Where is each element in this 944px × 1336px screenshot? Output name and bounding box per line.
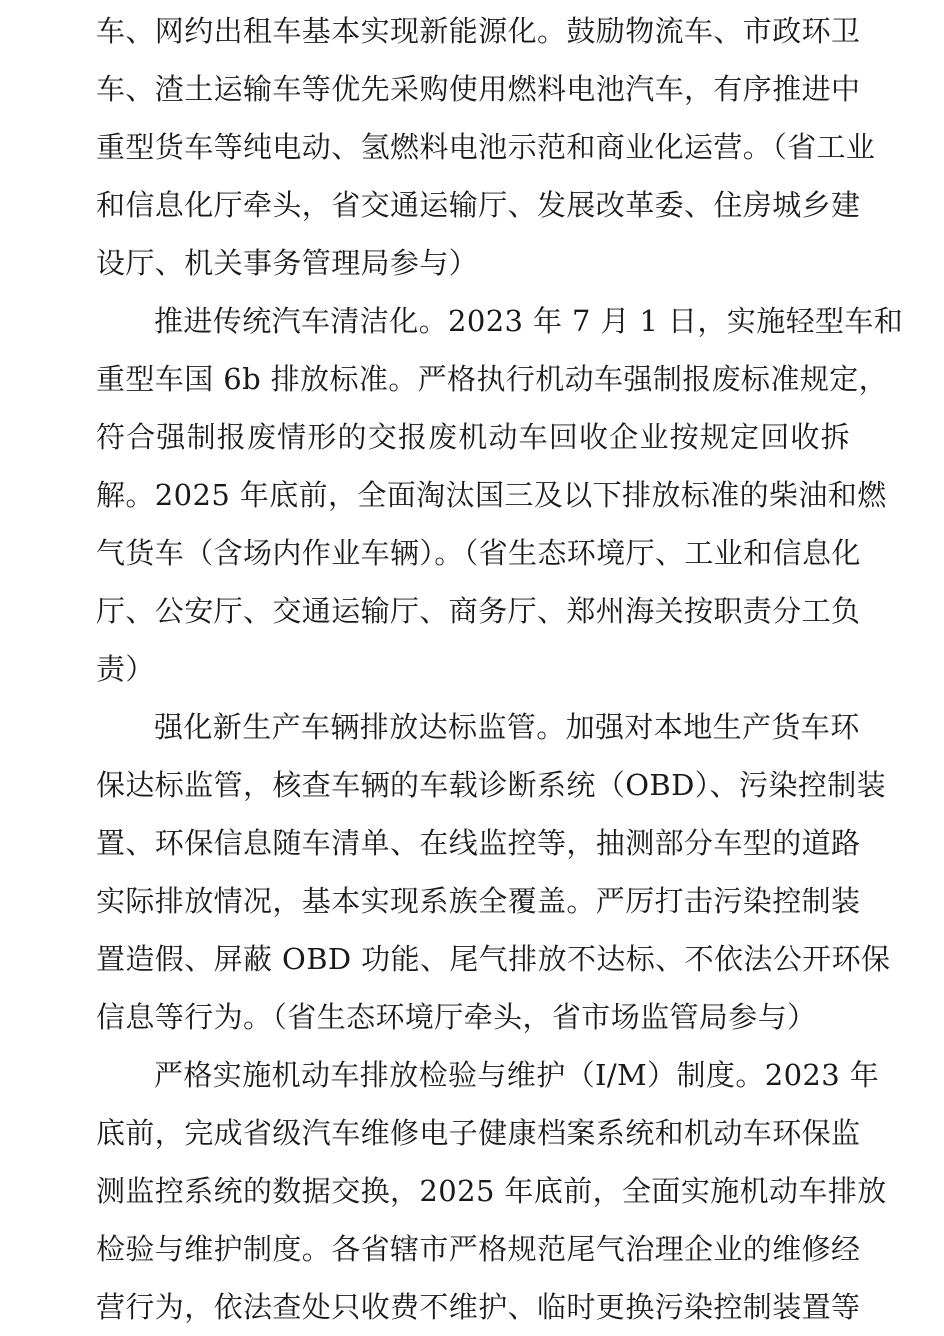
paragraph-first-line: 严格实施机动车排放检验与维护（I/M）制度。2023 年 xyxy=(154,1058,880,1092)
text-line-last: 责） xyxy=(96,652,155,686)
text-line: 置造假、屏蔽 OBD 功能、尾气排放不达标、不依法公开环保 xyxy=(96,942,891,976)
text-line: 解。2025 年底前，全面淘汰国三及以下排放标准的柴油和燃 xyxy=(96,478,887,512)
text-line: 符合强制报废情形的交报废机动车回收企业按规定回收拆 xyxy=(96,420,850,454)
text-line: 重型货车等纯电动、氢燃料电池示范和商业化运营。（省工业 xyxy=(96,130,876,164)
paragraph-first-line: 推进传统汽车清洁化。2023 年 7 月 1 日，实施轻型车和 xyxy=(154,304,904,338)
text-line: 营行为，依法查处只收费不维护、临时更换污染控制装置等 xyxy=(96,1290,861,1324)
text-line: 实际排放情况，基本实现系族全覆盖。严厉打击污染控制装 xyxy=(96,884,861,918)
text-line: 气货车（含场内作业车辆）。（省生态环境厅、工业和信息化 xyxy=(96,536,861,570)
paragraph-first-line: 强化新生产车辆排放达标监管。加强对本地生产货车环 xyxy=(154,710,860,744)
text-line: 保达标监管，核查车辆的车载诊断系统（OBD）、污染控制装 xyxy=(96,768,887,802)
text-line: 置、环保信息随车清单、在线监控等，抽测部分车型的道路 xyxy=(96,826,861,860)
text-line: 厅、公安厅、交通运输厅、商务厅、郑州海关按职责分工负 xyxy=(96,594,861,628)
text-line: 车、渣土运输车等优先采购使用燃料电池汽车，有序推进中 xyxy=(96,72,861,106)
text-line: 测监控系统的数据交换，2025 年底前，全面实施机动车排放 xyxy=(96,1174,887,1208)
text-line: 检验与维护制度。各省辖市严格规范尾气治理企业的维修经 xyxy=(96,1232,861,1266)
text-line: 和信息化厅牵头，省交通运输厅、发展改革委、住房城乡建 xyxy=(96,188,861,222)
text-line-last: 信息等行为。（省生态环境厅牵头，省市场监管局参与） xyxy=(96,1000,817,1034)
text-line-last: 设厅、机关事务管理局参与） xyxy=(96,246,479,280)
text-line: 底前，完成省级汽车维修电子健康档案系统和机动车环保监 xyxy=(96,1116,861,1150)
document-body xyxy=(96,2,904,1336)
text-line: 车、网约出租车基本实现新能源化。鼓励物流车、市政环卫 xyxy=(96,14,861,48)
text-line: 重型车国 6b 排放标准。严格执行机动车强制报废标准规定， xyxy=(96,362,889,396)
